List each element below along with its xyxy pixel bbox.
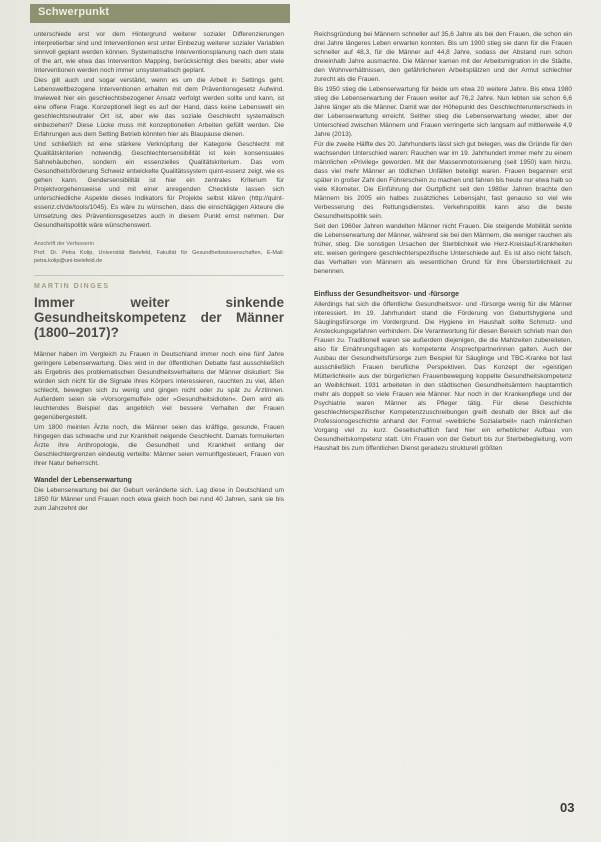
article-paragraph-3: Die Lebenserwartung bei der Geburt veränderte sich. Lag diese in Deutschland um 1850 für Männer und Frauen noch etwa gleich hoch bei rund 40 Jahren, sank sie bis zum Jahrzehnt der — [34, 487, 284, 512]
author-label: Anschrift der Verfasserin — [34, 241, 94, 247]
right-paragraph-5: Allerdings hat sich die öffentliche Gesundheitsvor- und -fürsorge wenig für die Männer interessiert. Im 19. Jahrhundert stand die Förderung von Geburtshygiene und Säuglingsfürsorge im Vordergrund. Die Hygiene im Haushalt sollte Schmutz- und Ansteckungsgefahren verhindern. Die Verantwortung für diesen Bereich schrieb man den Frauen zu. Traditionell waren sie außerdem diejenigen, die die Mahlzeiten zubereiteten, also für Ernährungsfragen als kompetente Ansprechpartnerinnen galten. Auch der Ausbau der Gesundheitsfürsorge zum Beispiel für Säuglinge und TBC-Kranke bot fast ausschließlich Frauen berufliche Perspektiven. Das Konzept der »geistigen Mütterlichkeit« aus der bürgerlichen Frauenbewegung koppelte Gesundheitskompetenz an Weiblichkeit. 1931 arbeiteten in den städtischen Gesundheitsämtern hauptamtlich mehr als doppelt so viele Frauen wie Männer. Nur noch in der Krankenpflege und der Psychiatrie waren Männer als Pfleger tätig. Für diese Geschichte geschlechterspezifischer Kompetenzzuschreibungen greift deshalb der Blick auf die Professionsgeschichte anhand der Formel »weibliche Sozialarbeit« nach männlichen Vorgang viel zu kurz. Gesellschaftlich fand hier ein erheblicher Aufbau von Gesundheitskompetenz statt. Um Frauen von der Geburt bis zur Sterbebegleitung, vom Haushalt bis zum öffentlichen Dienst geradezu strukturell größten — [314, 301, 572, 452]
right-paragraph-4: Seit den 1960er Jahren wandelten Männer nicht Frauen. Die steigende Mobilität senkte die Lebenserwartung der Männer, während sie bei den Männern, die weniger rauchen als früher, stieg. Die sonstigen Ursachen der Sterblichkeit wie Herz-Kreislauf-Krankheiten etc. weisen geringere geschlechterspezifische Unterschiede auf. Es ist also nicht falsch, das Verhalten von Männern als wesentlichen Grund für ihre Übersterblichkeit zu benennen. — [314, 223, 572, 275]
intro-paragraph-1: unterschiede erst vor dem Hintergrund weiterer sozialer Differenzierungen interpretierbar sind und Interventionen erst unter Einbezug weiterer sozialer Variablen sinnvoll geplant werden können. Systematische Interventionsplanung nach dem state of the art, wie etwa das Intervention Mapping, berücksichtigt dies bereits; aber viele Interventionen werden noch immer unsystematisch geplant. — [34, 31, 284, 74]
right-column — [314, 30, 572, 454]
left-column — [34, 30, 284, 514]
subheading-life-expectancy: Wandel der Lebenserwartung — [34, 477, 132, 484]
author-address: Prof. Dr. Petra Kolip, Universität Bielefeld, Fakultät für Gesundheitswissenschaften, E-Mail: petra.kolip@uni-bielefeld.de — [34, 250, 284, 264]
intro-paragraph-2: Dies gilt auch und sogar verstärkt, wenn es um die Arbeit in Settings geht. Lebensweltbezogene Interventionen erhalten mit dem Präventionsgesetz Aufwind. Inwieweit hier ein geschlechtsbezogener Ansatz verfolgt werden sollte und kann, ist eine offene Frage. Konzeptionell liegt es auf der Hand, dass keine Lebenswelt ein geschlechtsneutraler Ort ist, aber wie das soziale Geschlecht systematisch einbeziehen? Diese Lücke muss mit konzeptionellen Arbeiten gefüllt werden. Die Erfahrungen aus dem Setting Betrieb könnten hier als Blaupause dienen. — [34, 77, 284, 138]
article-headline: Immer weiter sinkende Gesundheitskompetenz der Männer (1800–2017)? — [34, 295, 284, 340]
right-paragraph-1: Reichsgründung bei Männern schneller auf 35,6 Jahre als bei den Frauen, die schon ein drei Jahre längeres Leben erwarten konnten. Bis um 1900 stieg sie dann für die Frauen schneller auf 48,3, für die Männer auf 44,8 Jahre, sodass der Abstand nun schon dreieinhalb Jahre ausmachte. Die Männer kamen mit der Arbeitsmigration in die Städte, den Wohnverhältnissen, den gefährlicheren Arbeitsplätzen und der Armut schlechter zurecht als die Frauen. — [314, 31, 572, 83]
section-title: Schwerpunkt — [38, 6, 110, 18]
article-paragraph-1: Männer haben im Vergleich zu Frauen in Deutschland immer noch eine fünf Jahre geringere Lebenserwartung. Dies wird in der öffentlichen Debatte fast ausschließlich als Ergebnis des problematischen Gesundheitsverhaltens der Männer diskutiert: Sie würden sich nicht für die Signale ihres Körpers interessieren, rauchten zu viel, äßen schlecht, bewegten sich zu wenig und gingen nicht oder zu spät zu Ärztinnen. Außerdem seien sie »Vorsorgemuffel« oder »Gesundheitsidioten«. Dem wird als leuchtendes Beispiel das angeblich viel bessere Verhalten der Frauen gegenübergestellt. — [34, 351, 284, 421]
page-number: 03 — [560, 800, 575, 815]
article-divider — [34, 275, 284, 276]
right-paragraph-2: Bis 1950 stieg die Lebenserwartung für beide um etwa 20 weitere Jahre. Bis etwa 1980 stieg die Lebenserwartung der Frauen weiter auf 76,2 Jahre. Nun lebten sie schon 6,6 Jahre länger als die Männer. Damit war der Höhepunkt des Geschlechterunterschieds in der Lebenserwartung erreicht. Seither stieg die Lebenserwartung wieder, aber der Unterschied zwischen Männern und Frauen verringerte sich langsam auf mittlerweile 4,9 Jahre (2013). — [314, 86, 572, 138]
article-author-kicker: MARTIN DINGES — [34, 283, 110, 290]
article-paragraph-2: Um 1800 meinten Ärzte noch, die Männer seien das kräftige, gesunde, Frauen hingegen das schwache und zur Krankheit neigende Geschlecht. Damals formulierten Ärzte ihre Anthropologie, die Gesundheit und Krankheit entlang der Geschlechtergrenzen eindeutig verteilte: Männer seien vernunftgesteuert, Frauen von ihrer Natur beherrscht. — [34, 424, 284, 467]
subheading-health-care: Einfluss der Gesundheitsvor- und -fürsorge — [314, 291, 460, 298]
intro-paragraph-3: Und schließlich ist eine stärkere Verknüpfung der Kategorie Geschlecht mit Qualitätskriterien notwendig. Geschlechtersensibilität ist kein konsensuales Sahnehäubchen, sondern ein essenzielles Qualitätskriterium. Das vom Gesundheitsförderung Schweiz entwickelte Qualitätssystem quint-essenz zeigt, wie es gehen kann. Gendersensibilität ist hier ein zentrales Kriterium für Projektvorgehensweise und mit einer anregenden Checkliste lassen sich unterschiedliche Aspekte dieses Indikators für Projekte selbst klären (http://quint-essenz.ch/de/tools/1045). Es wäre zu wünschen, dass die einschlägigen Akteure die Umsetzung des Präventionsgesetzes auch in diesem Punkt ernst nehmen. Der Gesundheitspolitik wäre wünschenswert. — [34, 141, 284, 229]
right-paragraph-3: Für die zweite Hälfte des 20. Jahrhunderts lässt sich gut belegen, was die Gründe für den wachsenden Unterschied waren: Rauchen war im 19. Jahrhundert immer mehr zu einem männlichen »Privileg« geworden. Mit der Massenmotorisierung (seit 1950) kam hinzu, dass viel mehr Männer an tödlichen Unfällen beteiligt waren. Frauen begannen erst später in großer Zahl den Führerschein zu machen und fahren bis heute nur etwa halb so viele Kilometer. Die Einführung der Gurtpflicht seit den 1980er Jahren brachte den Männern bis 2005 ein halbes zusätzliches Lebensjahr, fast genauso so viel wie Verbesserung des Rettungsdienstes. Verkehrspolitik kann also die beste Gesundheitspolitik sein. — [314, 141, 572, 220]
